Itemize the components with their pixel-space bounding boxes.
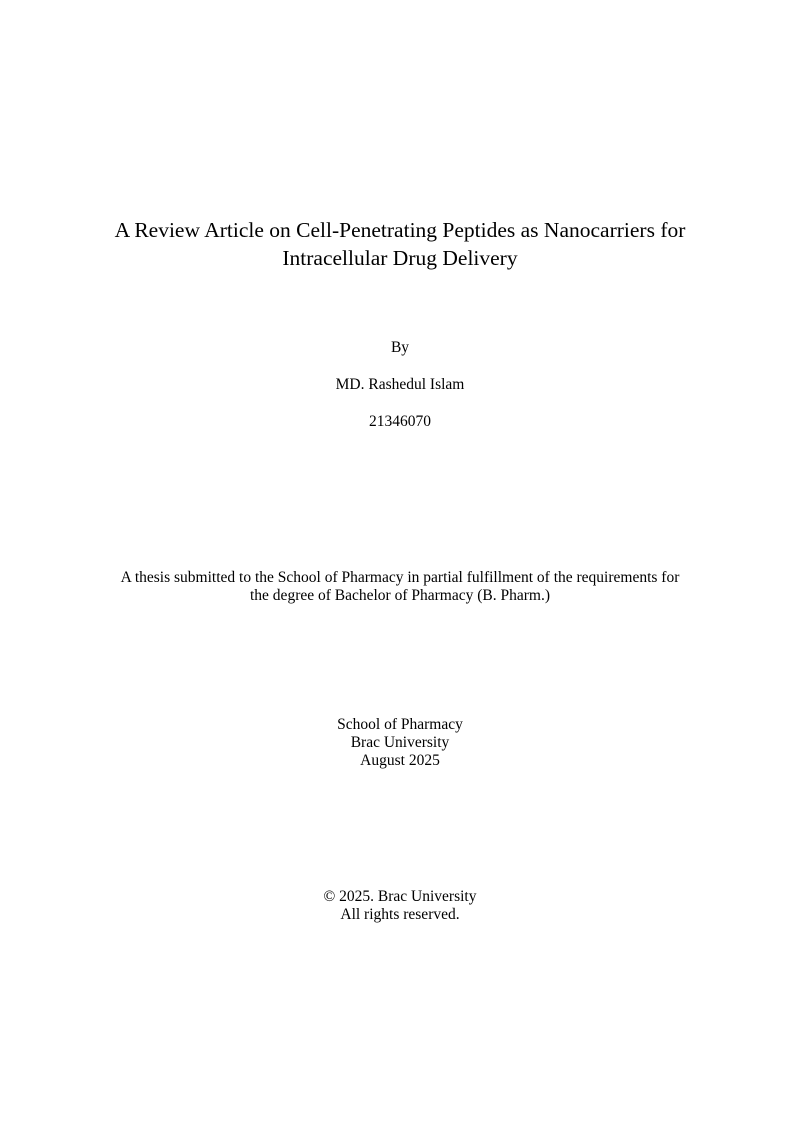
thesis-title xyxy=(0,216,800,272)
thesis-title-line-2: Intracellular Drug Delivery xyxy=(282,246,518,270)
rights-reserved: All rights reserved. xyxy=(340,906,460,923)
submission-date: August 2025 xyxy=(360,752,440,769)
student-id: 21346070 xyxy=(369,413,431,430)
school-name: School of Pharmacy xyxy=(337,716,463,733)
thesis-statement-line-1: A thesis submitted to the School of Pharmacy in partial fulfillment of the requirements for xyxy=(120,569,680,586)
institution-block xyxy=(0,716,800,770)
copyright-block xyxy=(0,888,800,924)
author-name: MD. Rashedul Islam xyxy=(335,376,465,393)
thesis-title-line-1: A Review Article on Cell-Penetrating Peptides as Nanocarriers for xyxy=(114,218,686,242)
by-label: By xyxy=(390,339,410,356)
university-name: Brac University xyxy=(350,734,450,751)
copyright-notice: © 2025. Brac University xyxy=(323,888,477,905)
thesis-statement xyxy=(0,569,800,605)
thesis-statement-line-2: the degree of Bachelor of Pharmacy (B. Pharm.) xyxy=(250,587,550,604)
